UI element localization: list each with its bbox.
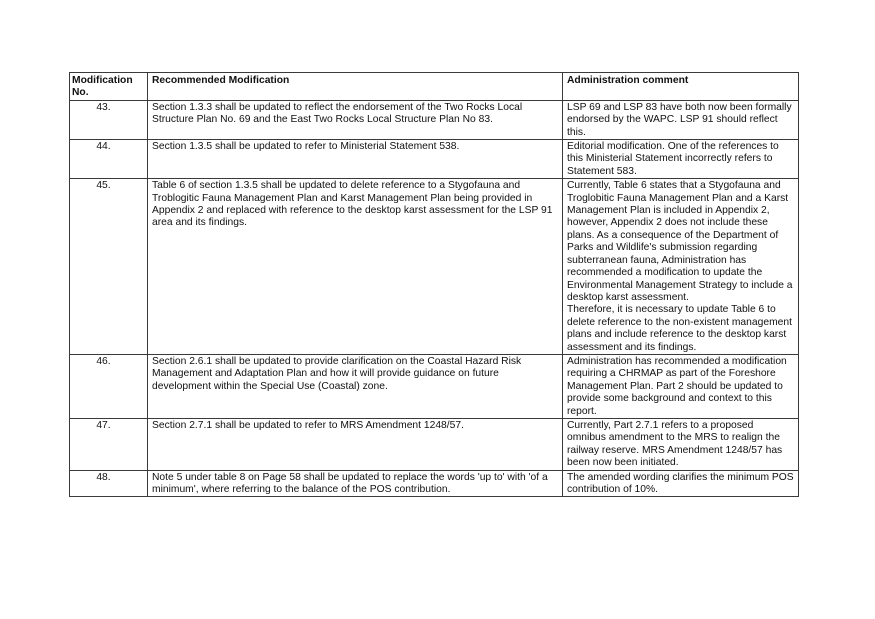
administration-comment	[563, 179, 799, 355]
comment-paragraph: Editorial modification. One of the references to this Ministerial Statement incorrectly refers to Statement 583.	[567, 141, 779, 177]
modification-number: 43.	[70, 100, 148, 139]
table-row	[70, 354, 799, 418]
table-row	[70, 100, 799, 139]
header-recommended-modification: Recommended Modification	[148, 73, 563, 101]
modification-number: 44.	[70, 140, 148, 179]
administration-comment	[563, 470, 799, 497]
comment-paragraph: Currently, Part 2.7.1 refers to a proposed omnibus amendment to the MRS to realign the railway reserve. MRS Amendment 1248/57 has been now been initiated.	[567, 419, 783, 469]
table-row	[70, 179, 799, 355]
modification-text: Section 1.3.5 shall be updated to refer to Ministerial Statement 538.	[148, 140, 563, 179]
modification-text: Section 2.7.1 shall be updated to refer to MRS Amendment 1248/57.	[148, 418, 563, 470]
comment-paragraph: Currently, Table 6 states that a Stygofauna and Troglobitic Fauna Management Plan and a Karst Management Plan is included in Appendix 2, however, Appendix 2 does not include these plans. As a consequence of the Department of Parks and Wildlife's submission regarding subterranean fauna, Administration has recommended a modification to update the Environmental Management Strategy to include a desktop karst assessment.	[567, 180, 793, 303]
comment-paragraph: The amended wording clarifies the minimum POS contribution of 10%.	[567, 471, 794, 495]
modification-number: 46.	[70, 354, 148, 418]
comment-paragraph: Therefore, it is necessary to update Table 6 to delete reference to the non-existent management plans and include reference to the desktop karst assessment and its findings.	[567, 304, 792, 353]
administration-comment	[563, 140, 799, 179]
modification-text: Section 2.6.1 shall be updated to provide clarification on the Coastal Hazard Risk Management and Adaptation Plan and how it will provide guidance on future development within the Special Use (Coastal) zone.	[148, 354, 563, 418]
header-modification-number: Modification No.	[70, 73, 148, 101]
modification-text: Section 1.3.3 shall be updated to reflect the endorsement of the Two Rocks Local Structure Plan No. 69 and the East Two Rocks Local Structure Plan No 83.	[148, 100, 563, 139]
modification-number: 47.	[70, 418, 148, 470]
table-row	[70, 418, 799, 470]
table-row	[70, 140, 799, 179]
administration-comment	[563, 100, 799, 139]
header-administration-comment: Administration comment	[563, 73, 799, 101]
administration-comment	[563, 354, 799, 418]
comment-paragraph: LSP 69 and LSP 83 have both now been formally endorsed by the WAPC. LSP 91 should reflect this.	[567, 101, 792, 138]
modification-text: Table 6 of section 1.3.5 shall be updated to delete reference to a Stygofauna and Troblogitic Fauna Management Plan and Karst Management Plan being provided in Appendix 2 and replaced with reference to the desktop karst assessment for the LSP 91 area and its findings.	[148, 179, 563, 355]
table-row	[70, 470, 799, 497]
administration-comment	[563, 418, 799, 470]
modification-text: Note 5 under table 8 on Page 58 shall be updated to replace the words 'up to' with 'of a minimum', where referring to the balance of the POS contribution.	[148, 470, 563, 497]
modification-number: 48.	[70, 470, 148, 497]
table-header-row	[70, 73, 799, 101]
comment-paragraph: Administration has recommended a modification requiring a CHRMAP as part of the Foreshore Management Plan. Part 2 should be updated to provide some background and context to this report.	[567, 355, 787, 417]
modifications-table	[69, 72, 799, 497]
modification-number: 45.	[70, 179, 148, 355]
